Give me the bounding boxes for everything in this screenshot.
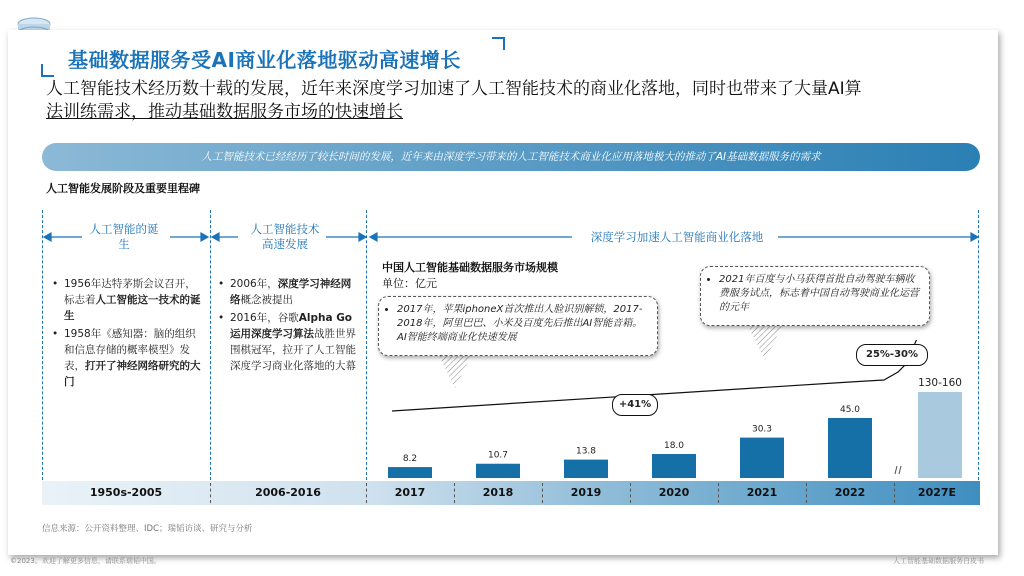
timeline-divider (806, 483, 807, 503)
bar-label-2022: 45.0 (839, 405, 861, 415)
timeline-label: 2022 (834, 486, 866, 499)
phase-label-growth-line1: 人工智能技术 (250, 222, 320, 236)
timeline-label: 1950s-2005 (89, 486, 163, 499)
timeline-divider (630, 483, 631, 503)
chart-title: 中国人工智能基础数据服务市场规模 (382, 261, 558, 274)
timeline-label: 2017 (394, 486, 426, 499)
timeline-divider (894, 483, 895, 503)
bar-2017 (388, 467, 432, 478)
timeline-label: 2021 (746, 486, 778, 499)
footer-copyright: ©2023。欢迎了解更多信息，请联系瑞韬中国。 (10, 557, 161, 565)
timeline-label: 2019 (570, 486, 602, 499)
bar-label-2027E: 130-160 (918, 377, 962, 389)
callout-2017: • 2017年，苹果iphoneX首次推出人脸识别解锁，2017-2018年，阿里巴巴、小米及百度先后推出AI智能音箱。AI智能终端商业化快速发展 (378, 296, 658, 356)
callout-2021: • 2021年百度与小马获得首批自动驾驶车辆收费服务试点，标志着中国自动驾驶商业化运营的元年 (700, 266, 930, 326)
bar-2020 (652, 454, 696, 478)
footer-report-name: 人工智能基础数据服务白皮书 (893, 557, 984, 565)
milestone-list-1 (52, 276, 202, 392)
chart-unit: 单位：亿元 (382, 277, 437, 290)
list-item: • 2006年，深度学习神经网络概念被提出 (218, 276, 360, 308)
bar-2027E (918, 392, 962, 478)
summary-banner: 人工智能技术已经经历了较长时间的发展，近年来由深度学习带来的人工智能技术商业化应用落地极大的推动了AI基础数据服务的需求 (42, 143, 980, 171)
bar-label-2020: 18.0 (663, 441, 685, 451)
subtitle-line-2: 法训练需求，推动基础数据服务市场的快速增长 (46, 102, 403, 122)
axis-break-mark (899, 466, 901, 474)
phase-label-growth-line2: 高速发展 (262, 237, 308, 251)
cagr-badge-historic: +41% (612, 394, 658, 416)
source-note: 信息来源：公开资料整理、IDC；瑞韬访谈、研究与分析 (42, 524, 253, 534)
bar-2022 (828, 418, 872, 478)
cagr-badge-forecast: 25%-30% (856, 344, 928, 366)
timeline-label: 2006-2016 (255, 486, 321, 499)
page-title: 基础数据服务受AI商业化落地驱动高速增长 (68, 48, 461, 72)
timeline-divider (366, 483, 367, 503)
phase-arrows (42, 228, 982, 246)
bar-2018 (476, 464, 520, 478)
divider (42, 210, 43, 480)
timeline-divider (542, 483, 543, 503)
timeline-divider (210, 483, 211, 503)
bar-2021 (740, 438, 784, 478)
timeline-label: 2020 (658, 486, 690, 499)
timeline-label: 2018 (482, 486, 514, 499)
section-title: 人工智能发展阶段及重要里程碑 (46, 182, 200, 195)
phase-label-growth (240, 222, 330, 252)
list-item: • 2016年，谷歌Alpha Go运用深度学习算法战胜世界围棋冠军，拉开了人工智能深度学习商业化落地的大幕 (218, 310, 360, 374)
milestone-list-2 (218, 276, 360, 376)
timeline-label: 2027E (917, 486, 957, 499)
axis-break-mark (895, 466, 897, 474)
bar-label-2018: 10.7 (487, 450, 509, 461)
divider (366, 210, 367, 480)
phase-label-deep-learning: 深度学习加速人工智能商业化落地 (590, 230, 764, 244)
bar-label-2021: 30.3 (751, 424, 773, 435)
bar-2019 (564, 460, 608, 478)
divider (210, 210, 211, 480)
timeline-divider (454, 483, 455, 503)
bar-label-2019: 13.8 (575, 446, 597, 457)
page-subtitle (46, 78, 976, 124)
phase-label-birth: 人工智能的诞生 (89, 222, 159, 251)
list-item: • 1958年《感知器：脑的组织和信息存储的概率模型》发表，打开了神经网络研究的大门 (52, 326, 202, 390)
timeline-divider (718, 483, 719, 503)
list-item: • 1956年达特茅斯会议召开，标志着人工智能这一技术的诞生 (52, 276, 202, 324)
subtitle-line-1: 人工智能技术经历数十载的发展，近年来深度学习加速了人工智能技术的商业化落地，同时也带来了大量AI算 (46, 79, 862, 99)
bar-label-2017: 8.2 (402, 454, 418, 465)
